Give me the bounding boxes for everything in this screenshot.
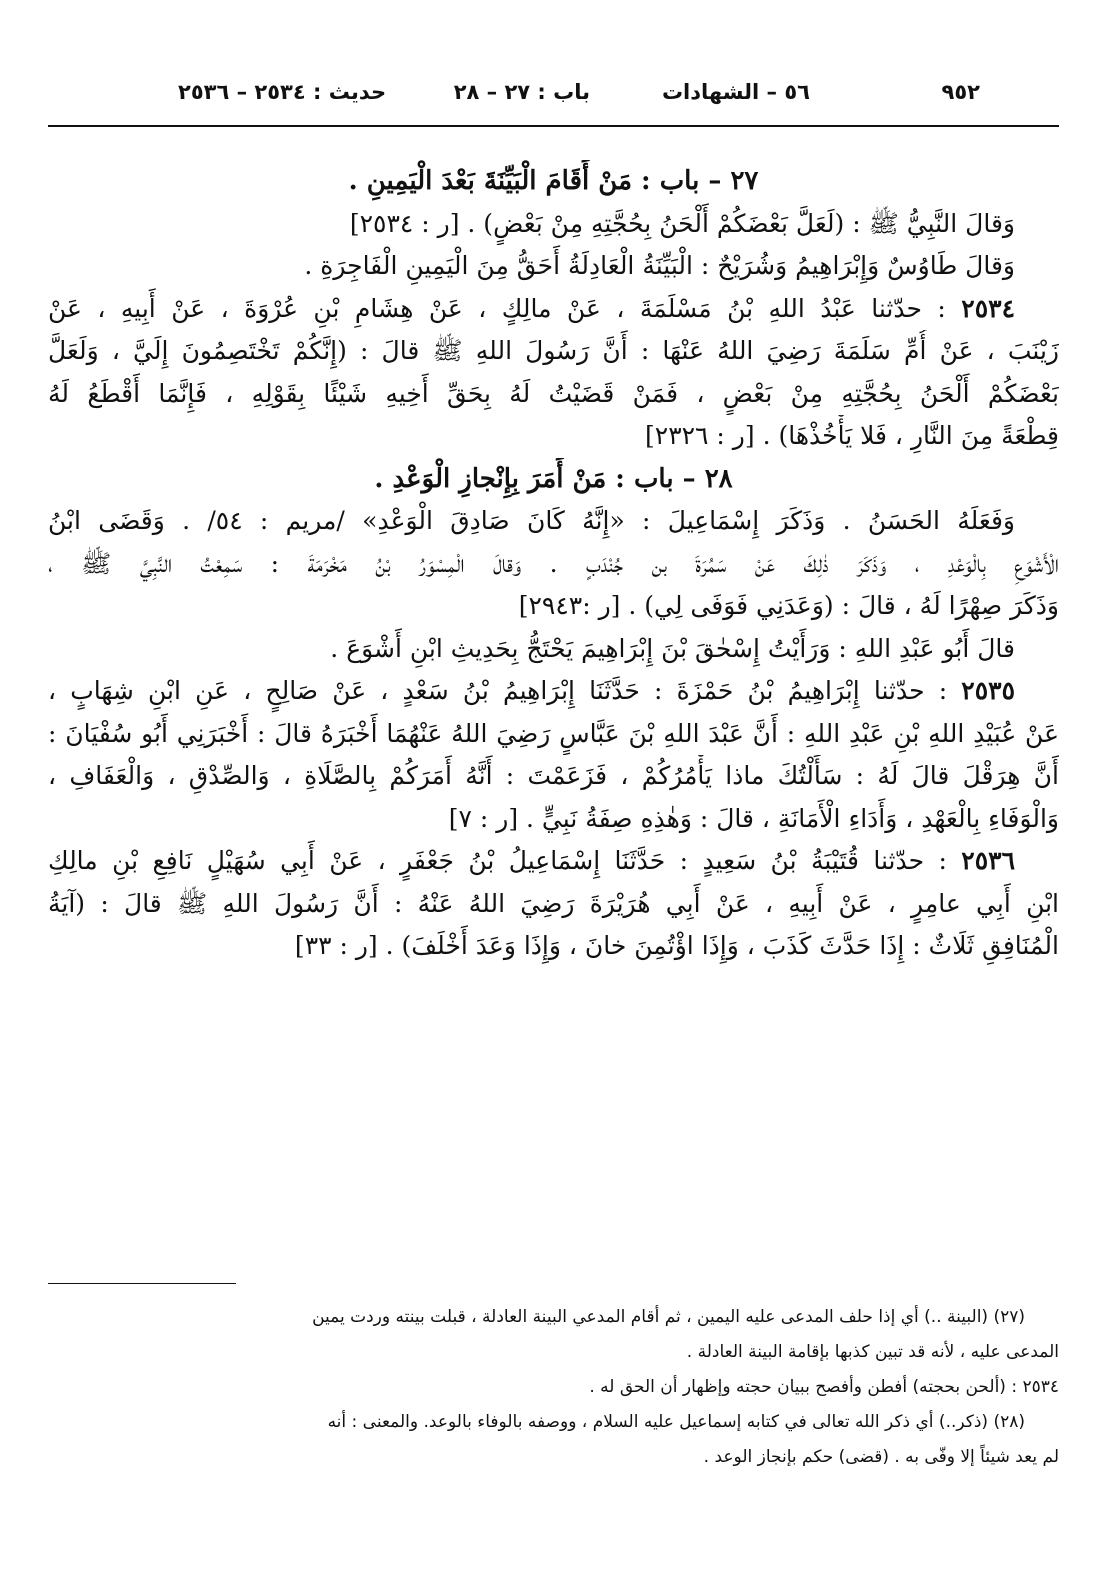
footnote-line: المدعى عليه ، لأنه قد تبين كذبها بإقامة البينة العادلة . (686, 1342, 1059, 1362)
book-title: ٥٦ – الشهادات (661, 80, 810, 104)
hadith-number: ٢٥٣٥ (961, 676, 1015, 705)
page-number: ٩٥٢ (941, 80, 980, 104)
chapter-range: باب : ٢٧ – ٢٨ (453, 80, 590, 104)
footnotes (48, 1300, 1059, 1475)
chapter-28-title: ٢٨ – باب : مَنْ أَمَرَ بِإِنْجازِ الْوَعْدِ . (374, 463, 733, 494)
hadith-number: ٢٥٣٤ (961, 293, 1015, 323)
hadith-2534-line: قِطْعَةً مِنَ النَّارِ ، فَلا يَأْخُذْهَا) . [ر : ٢٣٢٦] (645, 421, 1059, 450)
chapter-27-line: وَقالَ طَاوُسٌ وَإِبْرَاهِيمُ وَشُرَيْحٌ : الْبَيِّنَةُ الْعَادِلَةُ أَحَقُّ مِنَ الْيَمِينِ الْفَاجِرَةِ . (304, 251, 1015, 280)
hadith-2534-line: بَعْضَكُمْ أَلْحَنُ بِحُجَّتِهِ مِنْ بَعْضٍ ، فَمَنْ قَضَيْتُ لَهُ بِحَقِّ أَخِيهِ شَيْئًا بِقَوْلِهِ ، فَإِنَّمَا أَقْطَعُ لَهُ (48, 378, 1059, 408)
footnote-line: لم يعد شيئاً إلا وفّى به . (قضى) حكم بإنجاز الوعد . (703, 1447, 1059, 1467)
main-text (48, 160, 1059, 968)
hadith-2535-line: عَنْ عُبَيْدِ اللهِ بْنِ عَبْدِ اللهِ : أَنَّ عَبْدَ اللهِ بْنَ عَبَّاسٍ رَضِيَ اللهُ عَنْهُمَا أَخْبَرَهُ قالَ : أَخْبَرَنِي أَبُو سُفْيَانَ : (48, 718, 1059, 748)
chapter-28-line: قالَ أَبُو عَبْدِ اللهِ : وَرَأَيْتُ إِسْحٰقَ بْنَ إِبْرَاهِيمَ يَحْتَجُّ بِحَدِيثِ ابْنِ أَشْوَعَ . (330, 633, 1015, 663)
chapter-27-line: وَقالَ النَّبِيُّ ﷺ : (لَعَلَّ بَعْضَكُمْ أَلْحَنُ بِحُجَّتِهِ مِنْ بَعْضٍ) . [ر : ٢٥٣٤] (349, 208, 1015, 238)
hadith-text: : حدّثنا قُتَيْبَةُ بْنُ سَعِيدٍ : حَدَّثَنَا إِسْمَاعِيلُ بْنُ جَعْفَرٍ ، عَنْ أَبِي سُهَيْلٍ نَافِعِ بْنِ مالِكِ (48, 846, 962, 875)
chapter-28-line: وَفَعَلَهُ الحَسَنُ . وَذَكَرَ إِسْمَاعِيلَ : «إِنَّهُ كَانَ صَادِقَ الْوَعْدِ» /مريم : ٥٤/ . وَقَضَى ابْنُ (48, 506, 1015, 535)
footnote-line: (٢٨) (ذكر..) أي ذكر الله تعالى في كتابه إسماعيل عليه السلام ، ووصفه بالوفاء بالوعد. والمعنى : أنه (327, 1412, 1025, 1432)
chapter-28-line: الْأَشْوَعِ بِالْوَعْدِ ، وَذَكَرَ ذٰلِكَ عَنْ سَمُرَةَ بن جُنْدَبٍ . وَقالَ الْمِسْوَرُ بْنُ مَخْرَمَةَ : سَمِعْتُ النَّبِيَّ ﷺ ، (48, 548, 1059, 578)
chapter-27-title: ٢٧ – باب : مَنْ أَقَامَ الْبَيِّنَةَ بَعْدَ الْيَمِينِ . (348, 166, 759, 196)
hadith-2535-line (48, 670, 1059, 713)
running-header (178, 70, 980, 118)
hadith-2534-line: زَيْنَبَ ، عَنْ أُمِّ سَلَمَةَ رَضِيَ اللهُ عَنْهَا : أَنَّ رَسُولَ اللهِ ﷺ قالَ : (إِنَّكُمْ تَخْتَصِمُونَ إِلَيَّ ، وَلَعَلَّ (48, 336, 1059, 365)
hadith-number: ٢٥٣٦ (961, 846, 1015, 875)
hadith-range: حديث : ٢٥٣٤ – ٢٥٣٦ (178, 80, 387, 104)
hadith-2534-line (48, 288, 1059, 331)
hadith-2535-line: وَالْوَفَاءِ بِالْعَهْدِ ، وَأَدَاءِ الْأَمَانَةِ ، قالَ : وَهٰذِهِ صِفَةُ نَبِيٍّ . [ر : ٧] (448, 803, 1059, 833)
hadith-text: : حدّثنا إِبْرَاهِيمُ بْنُ حَمْزَةَ : حَدَّثَنَا إِبْرَاهِيمُ بْنُ سَعْدٍ ، عَنْ صَالِحٍ ، عَنِ ابْنِ شِهَابٍ ، (48, 676, 962, 705)
chapter-28-line: وَذَكَرَ صِهْرًا لَهُ ، قالَ : (وَعَدَنِي فَوَفَى لِي) . [ر :٢٩٤٣] (518, 591, 1059, 620)
hadith-2536-line: ابْنِ أَبِي عامِرٍ ، عَنْ أَبِيهِ ، عَنْ أَبِي هُرَيْرَةَ رَضِيَ اللهُ عَنْهُ : أَنَّ رَسُولَ اللهِ ﷺ قالَ : (آيَةُ (48, 888, 1059, 918)
footnote-rule (48, 1283, 236, 1284)
footnote-line: (٢٧) (البينة ..) أي إذا حلف المدعى عليه اليمين ، ثم أقام المدعي البينة العادلة ، قبلت بينته وردت يمين (312, 1307, 1025, 1327)
hadith-2536-line: الْمُنَافِقِ ثَلَاثٌ : إِذَا حَدَّثَ كَذَبَ ، وَإِذَا اؤْتُمِنَ خانَ ، وَإِذَا وَعَدَ أَخْلَفَ) . [ر : ٣٣] (294, 931, 1059, 960)
hadith-2535-line: أَنَّ هِرَقْلَ قالَ لَهُ : سَأَلْتُكَ ماذا يَأْمُرُكُمْ ، فَزَعَمْتَ : أَنَّهُ أَمَرَكُمْ بِالصَّلَاةِ ، وَالصِّدْقِ ، وَالْعَفَافِ ، (48, 761, 1059, 790)
hadith-2536-line (48, 840, 1059, 883)
hadith-text: : حدّثنا عَبْدُ اللهِ بْنُ مَسْلَمَةَ ، عَنْ مالِكٍ ، عَنْ هِشَامِ بْنِ عُرْوَةَ ، عَنْ أَبِيهِ ، عَنْ (48, 293, 962, 323)
footnote-line: ٢٥٣٤ : (ألحن بحجته) أفطن وأفصح ببيان حجته وإظهار أن الحق له . (589, 1377, 1059, 1397)
header-rule (48, 125, 1059, 127)
